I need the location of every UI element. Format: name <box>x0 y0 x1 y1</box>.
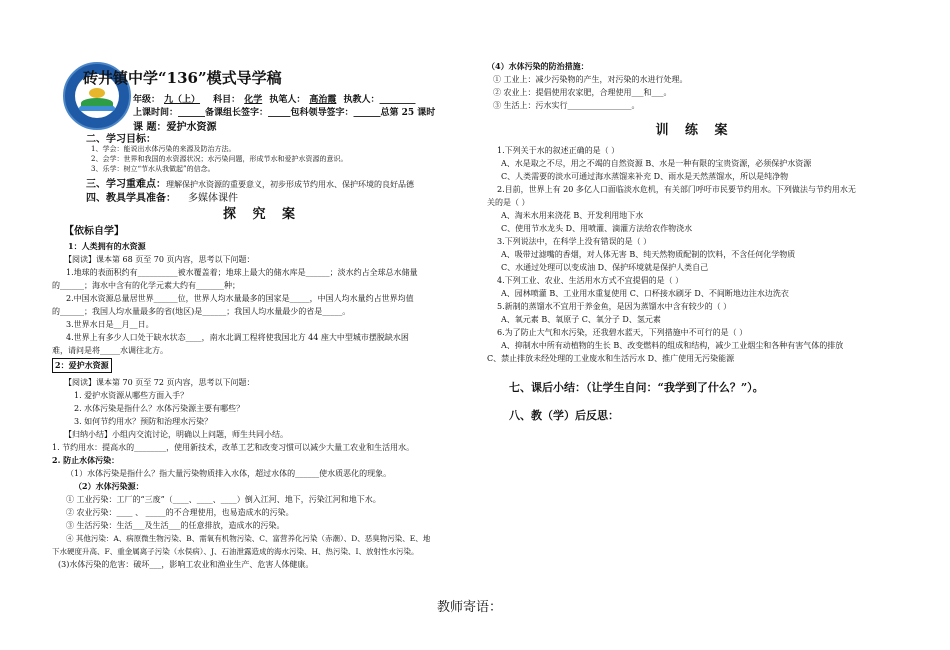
goal-2: 2、会学：世界和我国的水资源状况；水污染问题，形成节水和爱护水资源的意识。 <box>91 155 348 163</box>
exercise-3-options-b: C、水通过处理可以变成油 D、保护环境就是保护人类自己 <box>501 263 709 272</box>
pollution-sources-heading: （2）水体污染源： <box>74 481 144 491</box>
exercise-2-line-b: 关的是（ ） <box>487 198 530 207</box>
exercise-4: 4.下列工业、农业、生活用水方式不宜提倡的是（ ） <box>497 276 684 285</box>
exercise-6: 6.为了防止大气和水污染，还我碧水蓝天，下列措施中不可行的是（ ） <box>497 328 748 337</box>
question-1-line-a: 1.地球的表面积约有__________被水覆盖着；地球上最大的储水库是______；淡水约占全球总水储量 <box>66 268 418 277</box>
grade-row: 年级： 九（上） 科目： 化学 执笔人： 高治霞 执教人：________ <box>133 95 416 105</box>
goals-heading: 二、学习目标： <box>86 134 156 145</box>
exercise-1-options-a: A、水是取之不尽，用之不竭的自然资源 B、水是一种有限的宝贵资源，必须保护水资源 <box>501 159 812 168</box>
exercise-6-options-a: A、抑制水中所有动植物的生长 B、改变燃料的组成和结构，减少工业烟尘和各种有害气体的排放 <box>501 341 844 350</box>
goal-3: 3、乐学：树立“节水从我做起”的信念。 <box>91 165 215 173</box>
question-1-line-b: 的______；海水中含有的化学元素大约有_______种； <box>52 281 240 290</box>
teaching-reflection: 八、教（学）后反思： <box>509 409 619 422</box>
pollution-harm: (3)水体污染的危害：破坏___，影响工农业和渔业生产、危害人体健康。 <box>58 560 314 569</box>
prevent-pollution-heading: 2. 防止水体污染： <box>52 455 120 465</box>
prep-row: 四、教具学具准备： 多媒体课件 <box>86 193 238 204</box>
pollution-definition: （1）水体污染是指什么？指大量污染物质排入水体，超过水体的______使水质恶化的现象。 <box>66 469 392 478</box>
explore-title: 探 究 案 <box>222 207 302 222</box>
question-2-line-b: 的______；我国人均水量最多的省(地区)是______；我国人均水量最少的省是_____。 <box>52 307 351 316</box>
right-column <box>487 60 902 425</box>
exercise-1-options-b: C、人类需要的淡水可通过海水蒸馏来补充 D、雨水是天然蒸馏水，所以是纯净物 <box>501 172 789 181</box>
topic-row: 课 题：爱护水资源 <box>133 122 217 133</box>
reading-question-1: 1. 爱护水资源从哪些方面入手？ <box>74 391 189 400</box>
exercise-3: 3.下列说法中，在科学上没有错误的是（ ） <box>497 237 652 246</box>
exercise-5: 5.新制的蒸馏水不宜用于养金鱼，是因为蒸馏水中含有较少的（ ） <box>497 302 732 311</box>
explore-section <box>52 206 472 571</box>
measures-heading: （4）水体污染的防治措施： <box>487 61 589 71</box>
measure-industry: ① 工业上：减少污染物的产生，对污染的水进行处理。 <box>493 75 688 84</box>
after-class-summary: 七、课后小结：（让学生自问：“我学到了什么？”）。 <box>509 381 764 394</box>
exercise-1: 1.下列关于水的叙述正确的是（ ） <box>497 146 620 155</box>
exercise-3-options-a: A、吸带过滤嘴的香烟，对人体无害 B、纯天然物质配制的饮料，不含任何化学物质 <box>501 250 796 259</box>
subsection-1: 1：人类拥有的水资源 <box>68 241 146 251</box>
source-other-line-b: 下水硬度升高、F、重金属离子污染（水俣病）、J、石油泄露造成的海水污染、H、热污染、I、放射性水污染。 <box>52 547 419 556</box>
exercise-4-options: A、园林喷灌 B、工业用水重复使用 C、口杯接水刷牙 D、不间断地边注水边洗衣 <box>501 289 789 298</box>
reading-question-3: 3. 如何节约用水？预防和治理水污染？ <box>74 417 213 426</box>
self-study-heading: 【依标自学】 <box>64 226 124 237</box>
keypoints-row: 三、学习重难点：理解保护水资源的重要意义，初步形成节约用水、保护环境的良好品德 <box>86 179 414 190</box>
subsection-2: 2：爱护水资源 <box>52 358 112 373</box>
question-3: 3.世界水日是__月__日。 <box>66 320 154 329</box>
source-other-line-a: ④ 其他污染：A、病原微生物污染、B、需氧有机物污染、C、富营养化污染（赤潮）、D、恶臭物污染、E、地 <box>66 534 431 543</box>
question-4-line-b: 难，请问是将_____水调往北方。 <box>52 346 168 355</box>
reading-prompt-2: 【阅读】课本第 70 页至 72 页内容，思考以下问题： <box>64 378 255 387</box>
source-agricultural: ② 农业污染：____ 、 _____的不合理使用，也易造成水的污染。 <box>66 508 294 517</box>
reading-question-2: 2. 水体污染是指什么？水体污染源主要有哪些？ <box>74 404 245 413</box>
question-2-line-a: 2.中国水资源总量居世界______位，世界人均水量最多的国家是_____，中国人均水量约占世界均值 <box>66 294 414 303</box>
exercise-2-options-b: C、使用节水龙头 D、用喷灌、滴灌方法给农作物浇水 <box>501 224 693 233</box>
page-title: 砖井镇中学“136”模式导学稿 <box>83 69 282 87</box>
summary-prompt: 【归纳小结】小组内交流讨论，明确以上问题，师生共同小结。 <box>64 430 288 439</box>
measure-agriculture: ② 农业上：提倡使用农家肥，合理使用___和___。 <box>493 88 672 97</box>
goal-1: 1、学会：能说出水体污染的来源及防治方法。 <box>91 145 236 153</box>
teacher-message: 教师寄语： <box>437 600 503 615</box>
exercise-2-options-a: A、淘米水用来浇花 B、开发利用地下水 <box>501 211 644 220</box>
reading-prompt-1: 【阅读】课本第 68 页至 70 页内容，思考以下问题： <box>64 255 255 264</box>
save-water-line: 1. 节约用水：提高水的________，使用新技术，改革工艺和改变习惯可以减少大量工农业和生活用水。 <box>52 443 415 452</box>
schedule-row: 上课时间：______备课组长签字：_____包科领导签字：______总第 25 课时 <box>133 108 436 118</box>
exercise-6-options-b: C、禁止排放未经处理的工业废水和生活污水 D、推广使用无污染能源 <box>487 354 735 363</box>
question-4-line-a: 4.世界上有多少人口处于缺水状态____，南水北调工程将使我国北方 44 座大中型城市摆脱缺水困 <box>66 333 409 342</box>
source-industrial: ① 工业污染：工厂的“三废”（____、____、____）倒入江河、地下，污染江河和地下水。 <box>66 495 381 504</box>
training-title: 训 练 案 <box>655 123 734 138</box>
exercise-5-options: A、氧元素 B、氧原子 C、氧分子 D、氢元素 <box>501 315 661 324</box>
exercise-2-line-a: 2.目前，世界上有 20 多亿人口面临淡水危机，有关部门呼吁市民要节约用水。下列做法与节约用水无 <box>497 185 856 194</box>
source-domestic: ③ 生活污染：生活___及生活___的任意排放，造成水的污染。 <box>66 521 285 530</box>
measure-domestic: ③ 生活上：污水实行________________。 <box>493 101 640 110</box>
